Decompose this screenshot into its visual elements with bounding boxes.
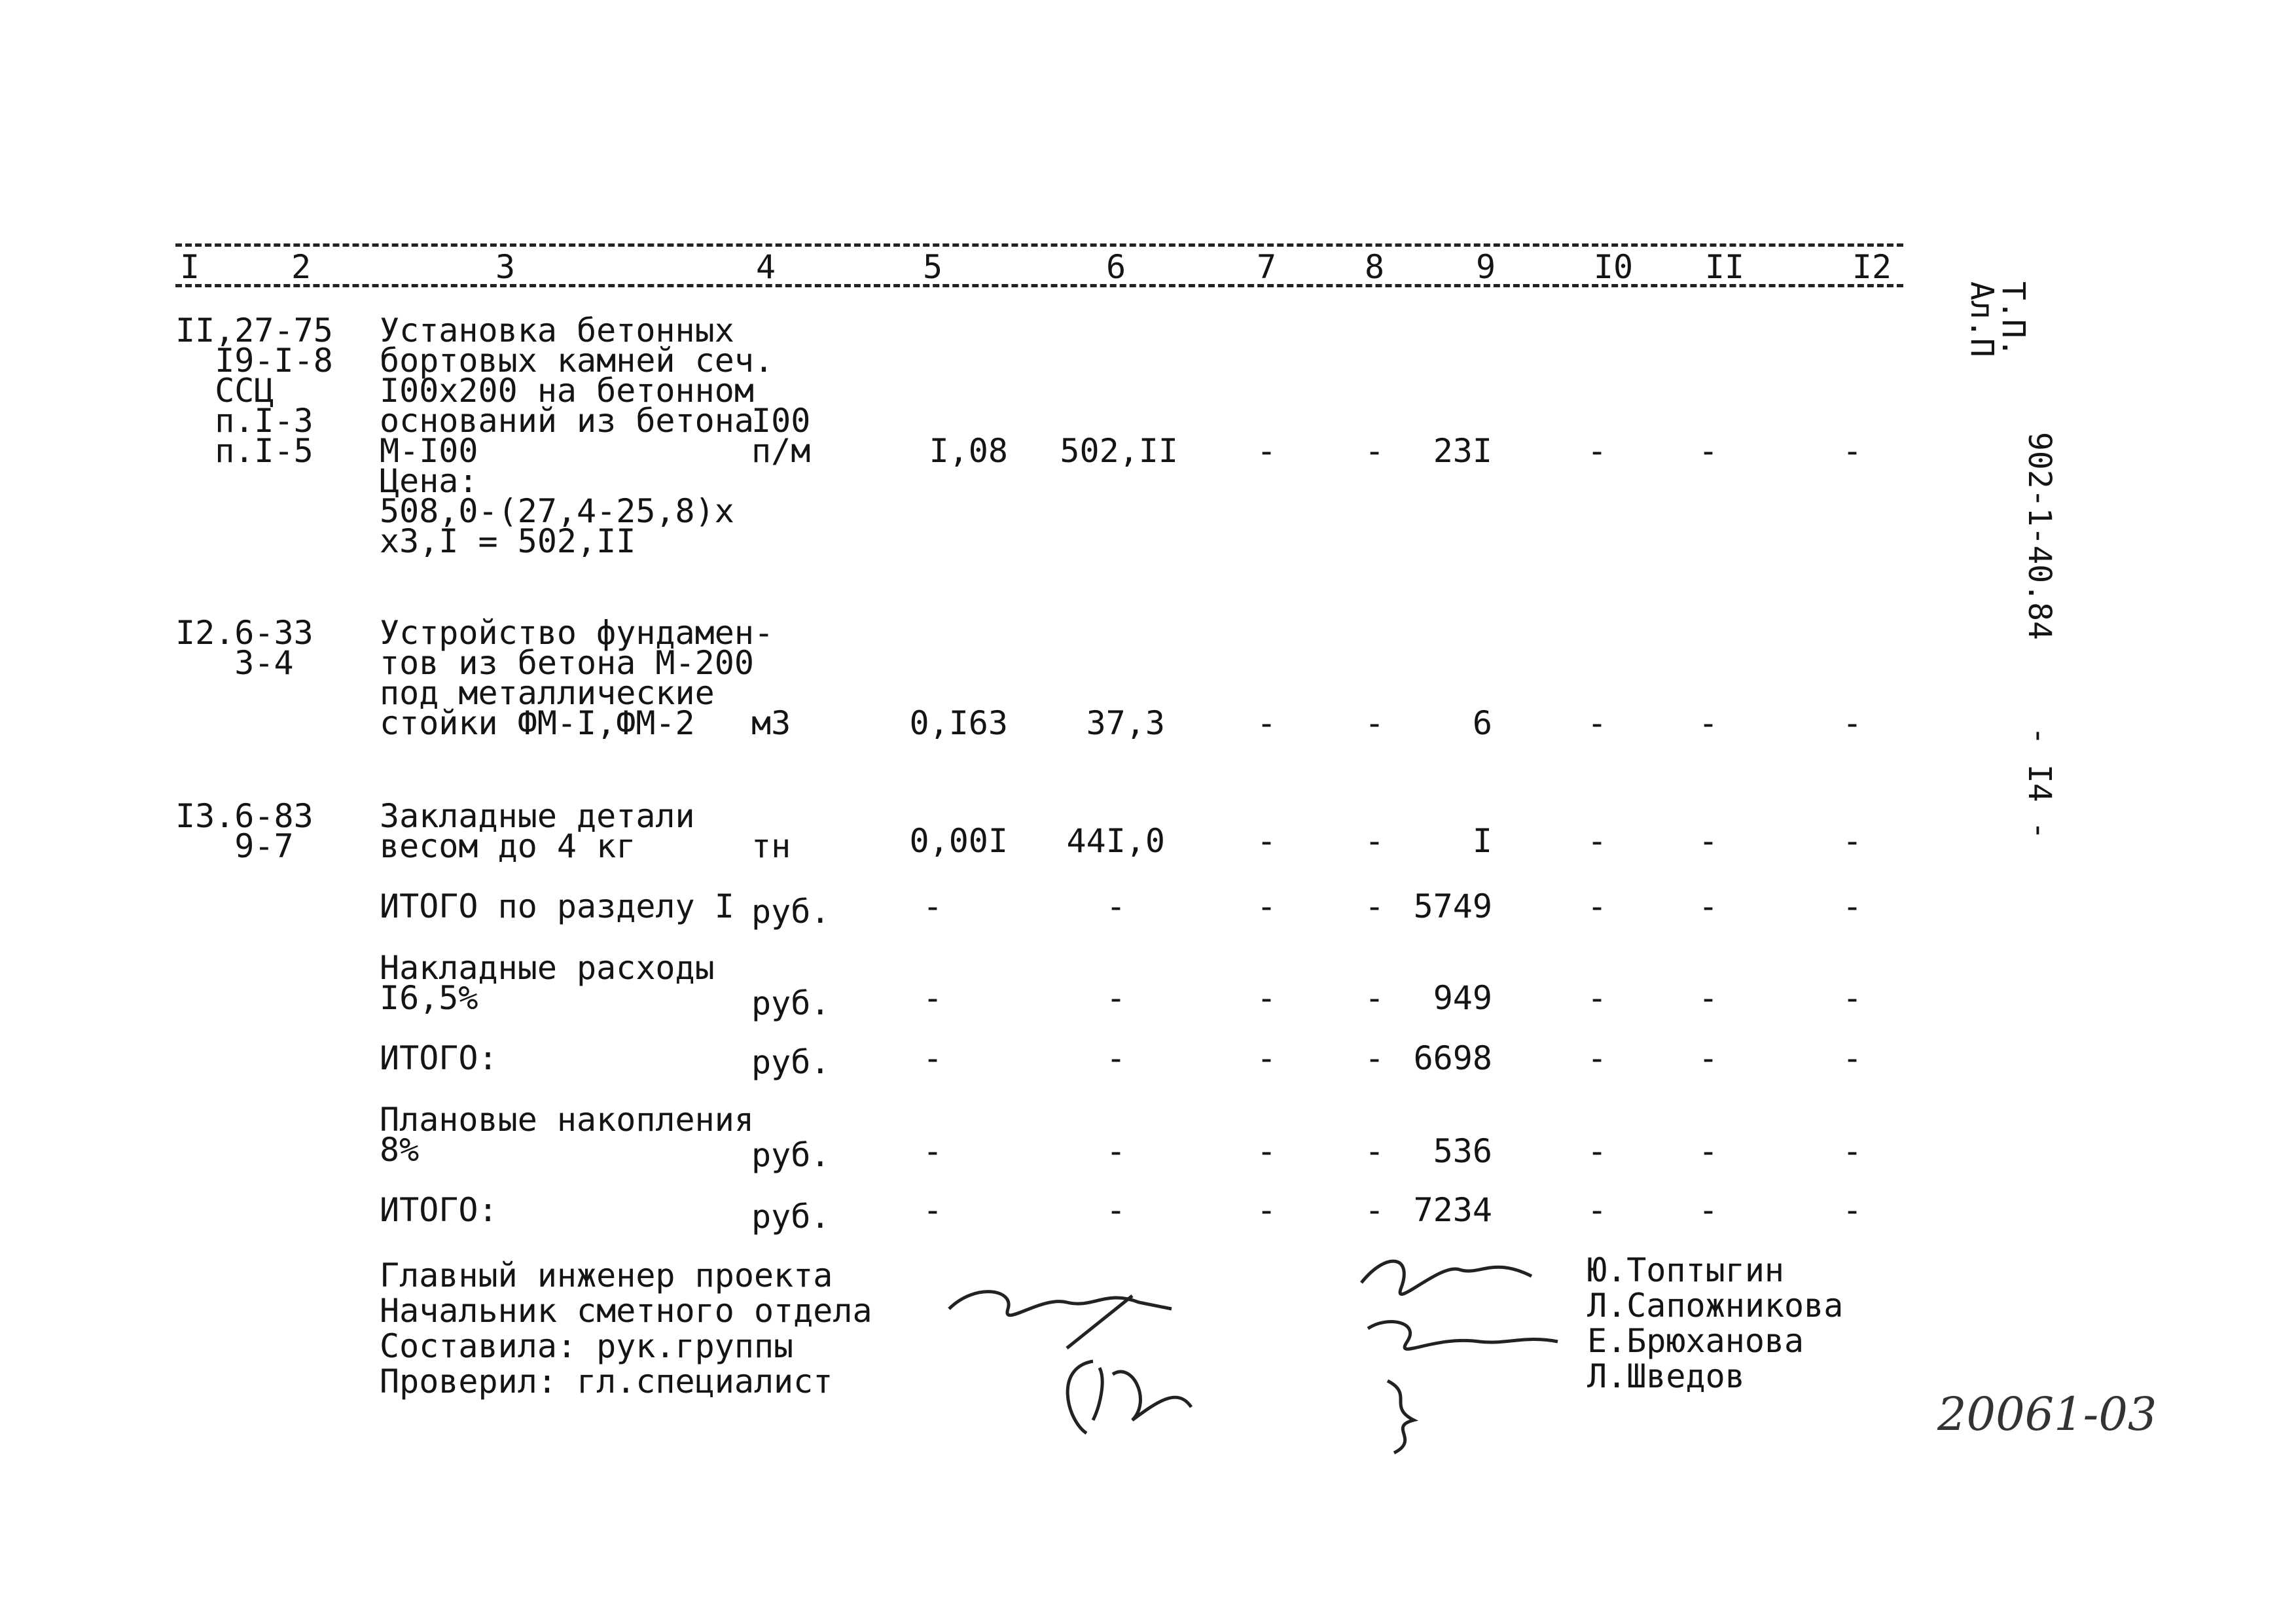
- totals-col12: -: [1842, 1191, 1863, 1229]
- page-number: - I4 -: [2021, 726, 2058, 840]
- col-header-10: I0: [1593, 248, 1634, 286]
- totals-unit: руб.: [751, 1043, 831, 1081]
- totals-col6: -: [1105, 979, 1126, 1017]
- signature-roles: Главный инженер проекта Начальник сметного отдела Составила: рук.группы Проверил: гл.специалист: [380, 1257, 872, 1400]
- totals-col10: -: [1587, 1191, 1607, 1229]
- row-col8: -: [1364, 822, 1385, 860]
- totals-col8: -: [1364, 1132, 1385, 1170]
- row-quantity: 0,I63: [909, 704, 1008, 742]
- totals-col7: -: [1256, 979, 1277, 1017]
- row-col12: -: [1842, 704, 1863, 742]
- col-header-11: II: [1704, 248, 1745, 286]
- row-price: 44I,0: [1066, 822, 1165, 860]
- col-header-7: 7: [1256, 248, 1277, 286]
- row-col8: -: [1364, 704, 1385, 742]
- col-header-2: 2: [291, 248, 312, 286]
- col-header-6: 6: [1105, 248, 1126, 286]
- col-header-12: I2: [1852, 248, 1892, 286]
- row-col8: -: [1364, 432, 1385, 470]
- signature-scribble-right: [1348, 1230, 1571, 1466]
- totals-col10: -: [1587, 1132, 1607, 1170]
- header-top-rule: [175, 243, 1903, 247]
- totals-col6: -: [1105, 887, 1126, 925]
- signature-scribble-left: [936, 1270, 1211, 1466]
- side-stamp: Т.П. Ал.П: [1964, 281, 2032, 357]
- totals-unit: руб.: [751, 893, 831, 931]
- totals-col10: -: [1587, 1039, 1607, 1077]
- totals-col7: -: [1256, 1132, 1277, 1170]
- totals-sum: 5749: [1413, 887, 1492, 925]
- row-description: Устройство фундамен- тов из бетона М-200 под металлические стойки ФМ-I,ФМ-2: [380, 614, 774, 742]
- totals-col6: -: [1105, 1039, 1126, 1077]
- totals-col11: -: [1698, 1191, 1719, 1229]
- totals-col7: -: [1256, 887, 1277, 925]
- totals-col8: -: [1364, 979, 1385, 1017]
- totals-sum: 6698: [1413, 1039, 1492, 1077]
- row-description: Установка бетонных бортовых камней сеч. I00х200 на бетонном оснований из бетона М-I00 Цена: 508,0-(27,4-25,8)х х3,I = 502,II: [380, 312, 774, 560]
- document-code: 902-1-40.84: [2021, 432, 2058, 640]
- totals-col11: -: [1698, 887, 1719, 925]
- totals-col10: -: [1587, 887, 1607, 925]
- totals-col5: -: [922, 1191, 943, 1229]
- row-col7: -: [1256, 704, 1277, 742]
- totals-col5: -: [922, 887, 943, 925]
- totals-col12: -: [1842, 1132, 1863, 1170]
- row-total: I: [1472, 822, 1492, 860]
- totals-col6: -: [1105, 1191, 1126, 1229]
- totals-col6: -: [1105, 1132, 1126, 1170]
- signature-names: Ю.Топтыгин Л.Сапожникова Е.Брюханова Л.Шведов: [1587, 1251, 1844, 1395]
- totals-col8: -: [1364, 1191, 1385, 1229]
- row-col12: -: [1842, 822, 1863, 860]
- totals-unit: руб.: [751, 984, 831, 1022]
- row-description: Закладные детали весом до 4 кг: [380, 797, 695, 865]
- totals-col11: -: [1698, 979, 1719, 1017]
- totals-col11: -: [1698, 1039, 1719, 1077]
- totals-col7: -: [1256, 1191, 1277, 1229]
- col-header-5: 5: [922, 248, 943, 286]
- totals-col5: -: [922, 979, 943, 1017]
- totals-unit: руб.: [751, 1198, 831, 1236]
- col-header-9: 9: [1475, 248, 1496, 286]
- col-header-1: I: [179, 248, 200, 286]
- row-col12: -: [1842, 432, 1863, 470]
- row-col11: -: [1698, 432, 1719, 470]
- totals-unit: руб.: [751, 1136, 831, 1174]
- totals-label: Плановые накопления 8%: [380, 1101, 754, 1169]
- totals-sum: 949: [1433, 979, 1492, 1017]
- totals-col5: -: [922, 1039, 943, 1077]
- totals-label: ИТОГО:: [380, 1191, 498, 1229]
- row-total: 23I: [1433, 432, 1492, 470]
- row-number: I2.6-33 3-4: [175, 614, 314, 682]
- totals-col5: -: [922, 1132, 943, 1170]
- totals-col10: -: [1587, 979, 1607, 1017]
- totals-col11: -: [1698, 1132, 1719, 1170]
- row-col10: -: [1587, 704, 1607, 742]
- totals-col12: -: [1842, 887, 1863, 925]
- row-unit: тн: [751, 827, 791, 865]
- totals-col7: -: [1256, 1039, 1277, 1077]
- totals-sum: 7234: [1413, 1191, 1492, 1229]
- totals-col12: -: [1842, 1039, 1863, 1077]
- col-header-4: 4: [755, 248, 776, 286]
- row-unit: I00 п/м: [751, 402, 811, 470]
- row-number: II,27-75 I9-I-8 ССЦ п.I-3 п.I-5: [175, 312, 333, 470]
- totals-sum: 536: [1433, 1132, 1492, 1170]
- row-col11: -: [1698, 822, 1719, 860]
- row-price: 502,II: [1060, 432, 1178, 470]
- col-header-8: 8: [1364, 248, 1385, 286]
- row-unit: м3: [751, 704, 791, 742]
- header-bottom-rule: [175, 284, 1903, 287]
- totals-label: ИТОГО:: [380, 1039, 498, 1077]
- row-col10: -: [1587, 822, 1607, 860]
- totals-col12: -: [1842, 979, 1863, 1017]
- handwritten-number: 20061-03: [1937, 1387, 2157, 1441]
- row-number: I3.6-83 9-7: [175, 797, 314, 865]
- row-col11: -: [1698, 704, 1719, 742]
- row-col10: -: [1587, 432, 1607, 470]
- totals-col8: -: [1364, 887, 1385, 925]
- row-quantity: I,08: [929, 432, 1008, 470]
- row-col7: -: [1256, 432, 1277, 470]
- row-total: 6: [1472, 704, 1492, 742]
- col-header-3: 3: [495, 248, 516, 286]
- row-price: 37,3: [1086, 704, 1165, 742]
- row-col7: -: [1256, 822, 1277, 860]
- totals-label: Накладные расходы I6,5%: [380, 949, 715, 1017]
- totals-label: ИТОГО по разделу I: [380, 887, 734, 925]
- totals-col8: -: [1364, 1039, 1385, 1077]
- row-quantity: 0,00I: [909, 822, 1008, 860]
